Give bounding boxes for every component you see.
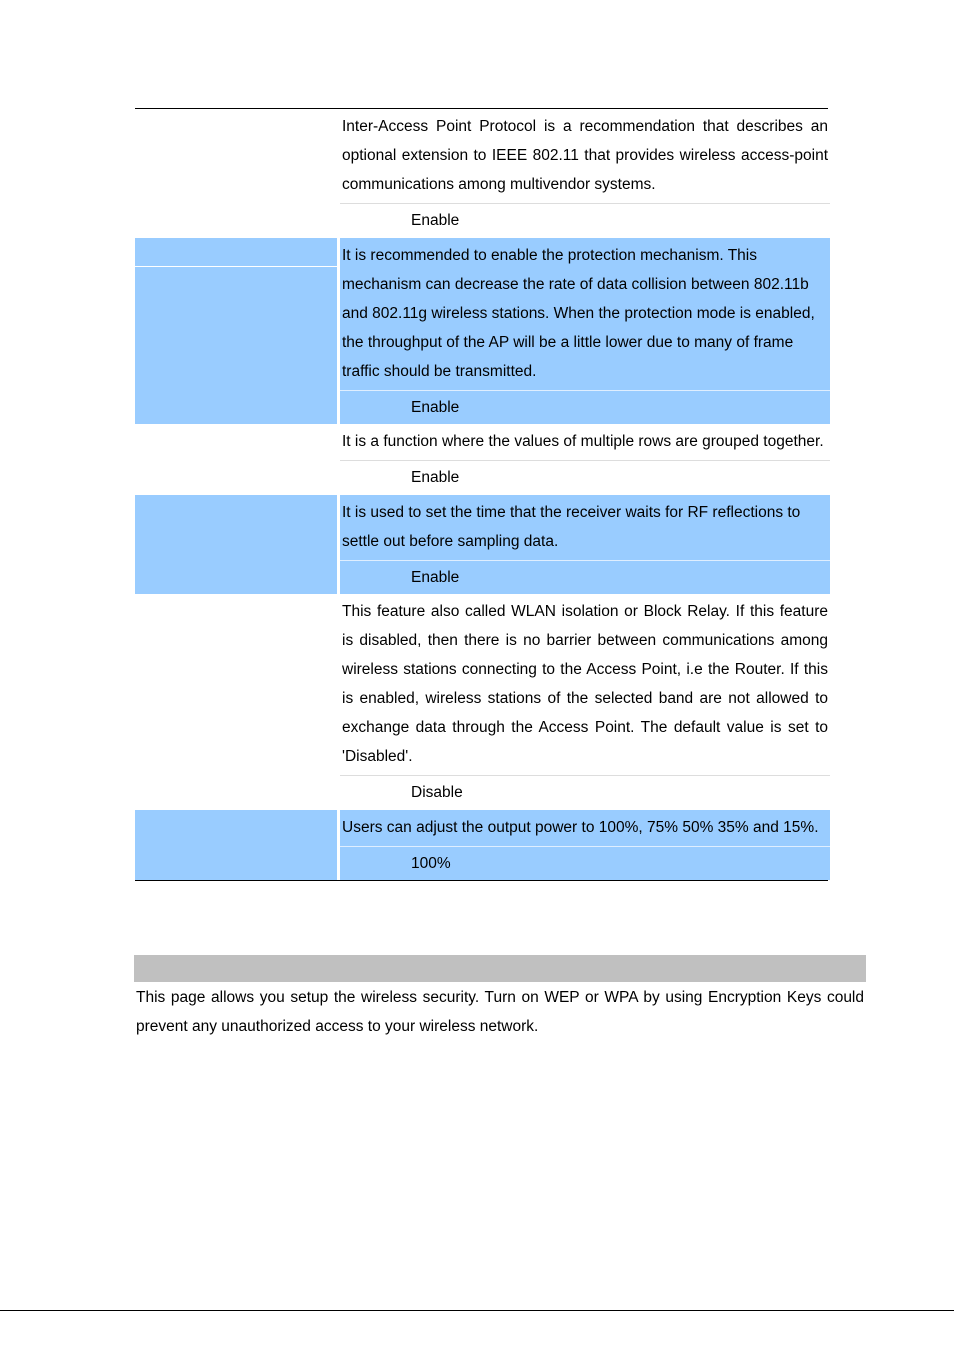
setting-description: It is used to set the time that the receiver waits for RF reflections to settle out before sampling data. [340, 494, 830, 561]
setting-label-cell [135, 237, 337, 424]
setting-detail-cell [340, 424, 830, 494]
setting-default-value: Enable [411, 569, 460, 586]
table-row [135, 109, 828, 237]
section-heading-bar [134, 955, 866, 982]
setting-detail-cell [340, 109, 830, 237]
footer-divider [0, 1310, 954, 1311]
setting-detail-cell [340, 237, 830, 424]
setting-default-value: 100% [411, 855, 451, 872]
setting-label-cell [135, 594, 337, 809]
setting-default-value: Enable [411, 399, 460, 416]
table-row [135, 594, 828, 809]
setting-default-value: Enable [411, 469, 460, 486]
table-row [135, 424, 828, 494]
setting-label-cell [135, 424, 337, 494]
settings-table [135, 108, 828, 881]
setting-detail-cell [340, 494, 830, 594]
setting-label-cell [135, 809, 337, 880]
setting-description: Inter-Access Point Protocol is a recommendation that describes an optional extension to IEEE 802.11 that provides wireless access-point communications among multivendor systems. [340, 109, 830, 204]
setting-label-cell [135, 494, 337, 594]
setting-default-value: Disable [411, 784, 463, 801]
setting-detail-cell [340, 594, 830, 809]
setting-description: Users can adjust the output power to 100%, 75% 50% 35% and 15%. [340, 809, 830, 847]
setting-label-cell [135, 109, 337, 237]
setting-description: It is recommended to enable the protection mechanism. This mechanism can decrease the rate of data collision between 802.11b and 802.11g wireless stations. When the protection mode is enabled, the throughput of the AP will be a little lower due to many of frame traffic should be transmitted. [340, 237, 830, 391]
setting-detail-cell [340, 809, 830, 880]
table-row [135, 809, 828, 880]
table-row [135, 237, 828, 424]
setting-default-value: Enable [411, 212, 460, 229]
setting-description: This feature also called WLAN isolation or Block Relay. If this feature is disabled, then there is no barrier between communications among wireless stations connecting to the Access Point, i.e the Router. If this is enabled, wireless stations of the selected band are not allowed to exchange data through the Access Point. The default value is set to 'Disabled'. [340, 594, 830, 776]
security-intro-paragraph: This page allows you setup the wireless security. Turn on WEP or WPA by using Encryption Keys could prevent any unauthorized access to your wireless network. [136, 989, 864, 1035]
setting-description: It is a function where the values of multiple rows are grouped together. [340, 424, 830, 461]
table-row [135, 494, 828, 594]
